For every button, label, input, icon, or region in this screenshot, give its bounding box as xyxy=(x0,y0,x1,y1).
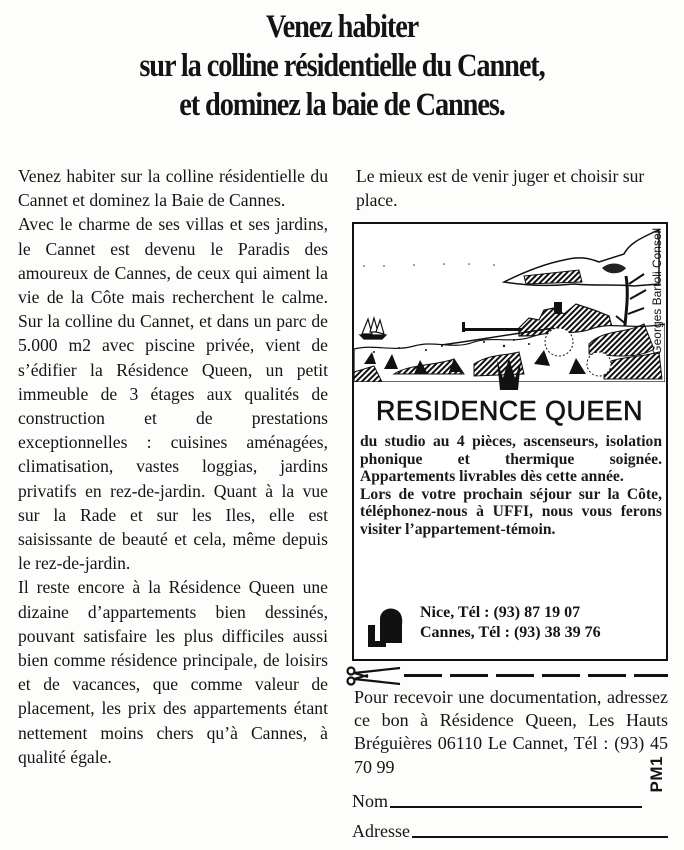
headline xyxy=(48,8,636,125)
contact-block xyxy=(364,603,654,651)
phone-nice: Nice, Tél : (93) 87 19 07 xyxy=(420,604,581,621)
crown-icon xyxy=(494,356,524,396)
ad-box-features: du studio au 4 pièces, ascenseurs, isolation phonique et thermique soignée. Appartements livrables dès cette année. xyxy=(360,433,662,485)
coupon-cut-line xyxy=(346,664,670,686)
brand-name: RESIDENCE QUEEN xyxy=(375,395,644,426)
address-field[interactable] xyxy=(352,820,668,842)
headline-line-2: sur la colline résidentielle du Cannet, xyxy=(139,48,545,84)
phone-numbers xyxy=(420,603,601,643)
body-paragraph-availability: Il reste encore à la Résidence Queen une dizaine d’appartements bien dessinés, pouvant satisfaire les plus difficiles aussi bien comme résidence principale, de loisirs et de vacances, que comme valeur de placement, les prix des appartements étant nettement moins chers qu’à Cannes, à qualité égale. xyxy=(18,577,328,767)
dashed-line xyxy=(404,674,668,677)
illustration-credit: Georges Bartoli Conseil xyxy=(650,228,664,355)
ad-box-visit-invite: Lors de votre prochain séjour sur la Côte, téléphonez-nous à UFFI, nous vous ferons visiter l’appartement-témoin. xyxy=(360,485,662,538)
name-field[interactable] xyxy=(352,790,642,812)
address-field-label: Adresse xyxy=(352,821,410,841)
advertisement-box xyxy=(352,222,668,661)
body-left-column xyxy=(18,164,328,769)
address-field-line[interactable] xyxy=(412,836,668,838)
body-paragraph-intro: Venez habiter sur la colline résidentielle du Cannet et dominez la Baie de Cannes. xyxy=(18,166,328,211)
scissors-icon xyxy=(346,666,402,686)
body-right-intro: Le mieux est de venir juger et choisir sur place. xyxy=(356,166,645,211)
coupon-code: PM1 xyxy=(647,756,666,793)
coupon xyxy=(354,686,668,779)
uffi-logo-icon xyxy=(366,607,404,647)
ad-box-text xyxy=(360,433,662,538)
headline-line-1: Venez habiter xyxy=(265,9,419,45)
name-field-line[interactable] xyxy=(390,806,642,808)
coupon-instructions: Pour recevoir une documentation, adressez ce bon à Résidence Queen, Les Hauts Bréguières 06110 Le Cannet, Tél : (93) 45 70 99 xyxy=(354,687,668,777)
headline-line-3: et dominez la baie de Cannes. xyxy=(179,87,505,123)
name-field-label: Nom xyxy=(352,791,388,811)
body-paragraph-description: Avec le charme de ses villas et ses jardins, le Cannet est devenu le Paradis des amoureux de Cannes, de ceux qui aiment la vie de la Côte mais recherchent le calme. Sur la colline du Cannet, et dans un parc de 5.000 m2 avec piscine privée, vient de s’édifier la Résidence Queen, un petit immeuble de 3 étages aux qualités de construction et de prestations exceptionnelles : cuisines aménagées, climatisation, vastes loggias, jardins privatifs en rez-de-jardin. Quant à la vue sur la Rade et sur les Iles, elle est saisissante de beauté et cela, même depuis le rez-de-jardin. xyxy=(18,214,328,574)
phone-cannes: Cannes, Tél : (93) 38 39 76 xyxy=(420,624,601,641)
